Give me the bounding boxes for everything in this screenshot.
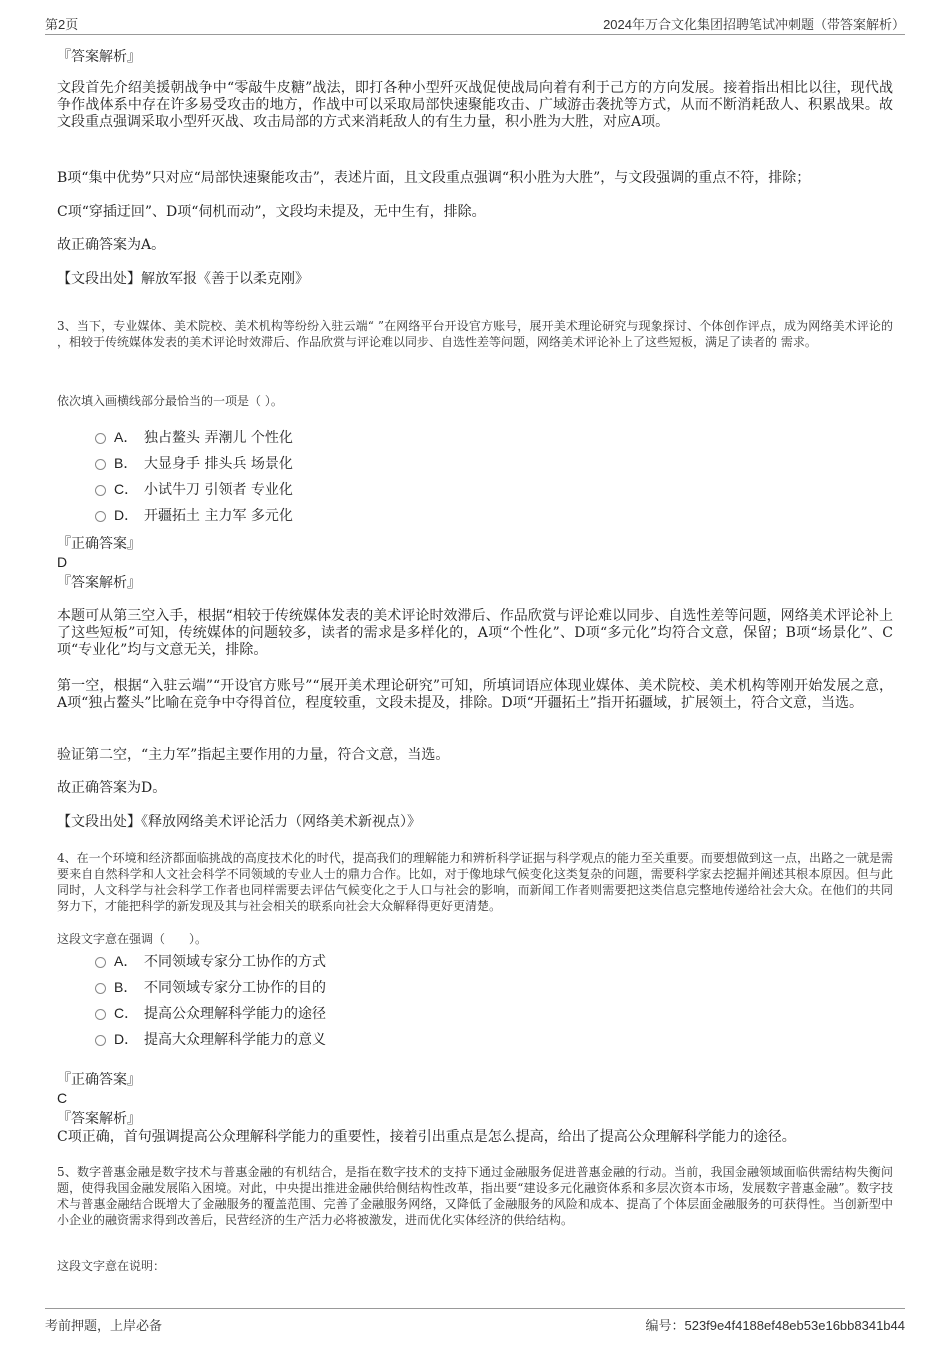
q3-analysis-p4: 故正确答案为D。: [57, 780, 167, 796]
q4-option-c[interactable]: C． 提高公众理解科学能力的途径: [95, 1002, 326, 1024]
radio-icon[interactable]: [95, 1009, 106, 1020]
q3-option-d[interactable]: D． 开疆拓土 主力军 多元化: [95, 504, 293, 526]
q3-source: 【文段出处】《释放网络美术评论活力（网络美术新视点）》: [57, 814, 421, 830]
radio-icon[interactable]: [95, 1035, 106, 1046]
radio-icon[interactable]: [95, 511, 106, 522]
radio-icon[interactable]: [95, 957, 106, 968]
document-id: 编号：523f9e4f4188ef48eb53e16bb8341b44: [645, 1318, 905, 1333]
option-text: 提高大众理解科学能力的意义: [144, 1032, 326, 1048]
option-text: 不同领域专家分工协作的目的: [144, 980, 326, 996]
option-text: 开疆拓土 主力军 多元化: [144, 508, 293, 524]
q2-analysis-p4: 故正确答案为A。: [57, 237, 166, 253]
radio-icon[interactable]: [95, 485, 106, 496]
q2-analysis-p1: 文段首先介绍美援朝战争中“零敲牛皮糖”战法，即打各种小型歼灭战促使战局向着有利于己方的方向发展。接着指出相比以往，现代战争作战体系中存在许多易受攻击的地方，作战中可以采取局部快速聚能攻击、广域游击袭扰等方式，从而不断消耗敌人、积累战果。故文段重点强调采取小型歼灭战、攻击局部的方式来消耗敌人的有生力量，积小胜为大胜，对应A项。: [57, 80, 893, 130]
q3-analysis-p2: 第一空，根据“入驻云端”“开设官方账号”“展开美术理论研究”可知，所填词语应体现业媒体、美术院校、美术机构等刚开始发展之意，A项“独占鳌头”比喻在竞争中夺得首位，程度较重，文段未提及，排除。D项“开疆拓土”指开拓疆域，扩展领土，符合文意，当选。: [57, 678, 893, 711]
q4-prompt: 这段文字意在强调（ ）。: [57, 932, 208, 946]
q3-analysis-p1: 本题可从第三空入手，根据“相较于传统媒体发表的美术评论时效滞后、作品欣赏与评论难以同步、自选性差等问题，网络美术评论补上了这些短板”可知，传统媒体的问题较多，读者的需求是多样化的，A项“个性化”、D项“多元化”均符合文意，保留；B项“场景化”、C项“专业化”均与文意无关，排除。: [57, 608, 893, 658]
q2-analysis-p2: B项“集中优势”只对应“局部快速聚能攻击”，表述片面，且文段重点强调“积小胜为大胜”，与文段强调的重点不符，排除；: [57, 170, 811, 186]
option-text: 小试牛刀 引领者 专业化: [144, 482, 293, 498]
q4-option-b[interactable]: B． 不同领域专家分工协作的目的: [95, 976, 326, 998]
q5-prompt: 这段文字意在说明：: [57, 1259, 166, 1273]
q3-answer-label: 『正确答案』: [57, 536, 141, 552]
q3-stem: 3、当下，专业媒体、美术院校、美术机构等纷纷入驻云端“ ”在网络平台开设官方账号，展开美术理论研究与现象探讨、个体创作评点，成为网络美术评论的 ，相较于传统媒体发表的美术评论时效滞后、作品欣赏与评论难以同步、自选性差等问题，网络美术评论补上了这些短板，满足了读者的 需求。: [57, 319, 893, 349]
radio-icon[interactable]: [95, 459, 106, 470]
q3-prompt: 依次填入画横线部分最恰当的一项是（ ）。: [57, 394, 283, 408]
document-title: 2024年万合文化集团招聘笔试冲刺题（带答案解析）: [603, 17, 905, 32]
q5-stem: 5、数字普惠金融是数字技术与普惠金融的有机结合，是指在数字技术的支持下通过金融服务促进普惠金融的行动。当前，我国金融领域面临供需结构失衡问题，使得我国金融发展陷入困境。对此，中央提出推进金融供给侧结构性改革，指出要“建设多元化融资体系和多层次资本市场，发展数字普惠金融”。数字技术与普惠金融结合既增大了金融服务的覆盖范围、完善了金融服务网络，又降低了金融服务的风险和成本、提高了个体层面金融服务的可获得性。当创新型中小企业的融资需求得到改善后，民营经济的生产活力必将被激发，进而优化实体经济的供给结构。: [57, 1165, 893, 1227]
option-text: 不同领域专家分工协作的方式: [144, 954, 326, 970]
page-number: 第2页: [45, 17, 79, 32]
q4-answer-label: 『正确答案』: [57, 1072, 141, 1088]
q3-analysis-label: 『答案解析』: [57, 575, 141, 591]
q4-answer: C: [57, 1090, 68, 1106]
page-footer: [45, 1308, 905, 1337]
q4-option-d[interactable]: D． 提高大众理解科学能力的意义: [95, 1028, 326, 1050]
option-text: 独占鳌头 弄潮儿 个性化: [144, 430, 293, 446]
page-header: [45, 12, 905, 35]
q4-analysis-label: 『答案解析』: [57, 1111, 141, 1127]
q2-analysis-label: 『答案解析』: [57, 49, 141, 65]
q2-analysis-p3: C项“穿插迂回”、D项“伺机而动”，文段均未提及，无中生有，排除。: [57, 204, 486, 220]
footer-slogan: 考前押题，上岸必备: [45, 1318, 163, 1333]
q4-stem: 4、在一个环境和经济都面临挑战的高度技术化的时代，提高我们的理解能力和辨析科学证据与科学观点的能力至关重要。而要想做到这一点，出路之一就是需要来自自然科学和人文社会科学不同领域的专业人士的鼎力合作。比如，对于像地球气候变化这类复杂的问题，需要科学家去挖掘并阐述其根本原因。但与此同时，人文科学与社会科学工作者也同样需要去评估气候变化之于人口与社会的影响，而新闻工作者则需要把这类信息完整地传递给社会大众。在他们的共同努力下，才能把科学的新发现及其与社会相关的联系向社会大众解释得更好更清楚。: [57, 851, 893, 913]
radio-icon[interactable]: [95, 433, 106, 444]
q4-option-a[interactable]: A． 不同领域专家分工协作的方式: [95, 950, 326, 972]
option-text: 提高公众理解科学能力的途径: [144, 1006, 326, 1022]
q3-option-b[interactable]: B． 大显身手 排头兵 场景化: [95, 452, 293, 474]
q3-answer: D: [57, 554, 68, 570]
q3-option-a[interactable]: A． 独占鳌头 弄潮儿 个性化: [95, 426, 293, 448]
option-text: 大显身手 排头兵 场景化: [144, 456, 293, 472]
q3-option-c[interactable]: C． 小试牛刀 引领者 专业化: [95, 478, 293, 500]
radio-icon[interactable]: [95, 983, 106, 994]
q4-analysis-p1: C项正确，首句强调提高公众理解科学能力的重要性，接着引出重点是怎么提高，给出了提高公众理解科学能力的途径。: [57, 1129, 796, 1145]
q2-source: 【文段出处】解放军报《善于以柔克刚》: [57, 271, 309, 287]
q3-analysis-p3: 验证第二空，“主力军”指起主要作用的力量，符合文意，当选。: [57, 747, 450, 763]
